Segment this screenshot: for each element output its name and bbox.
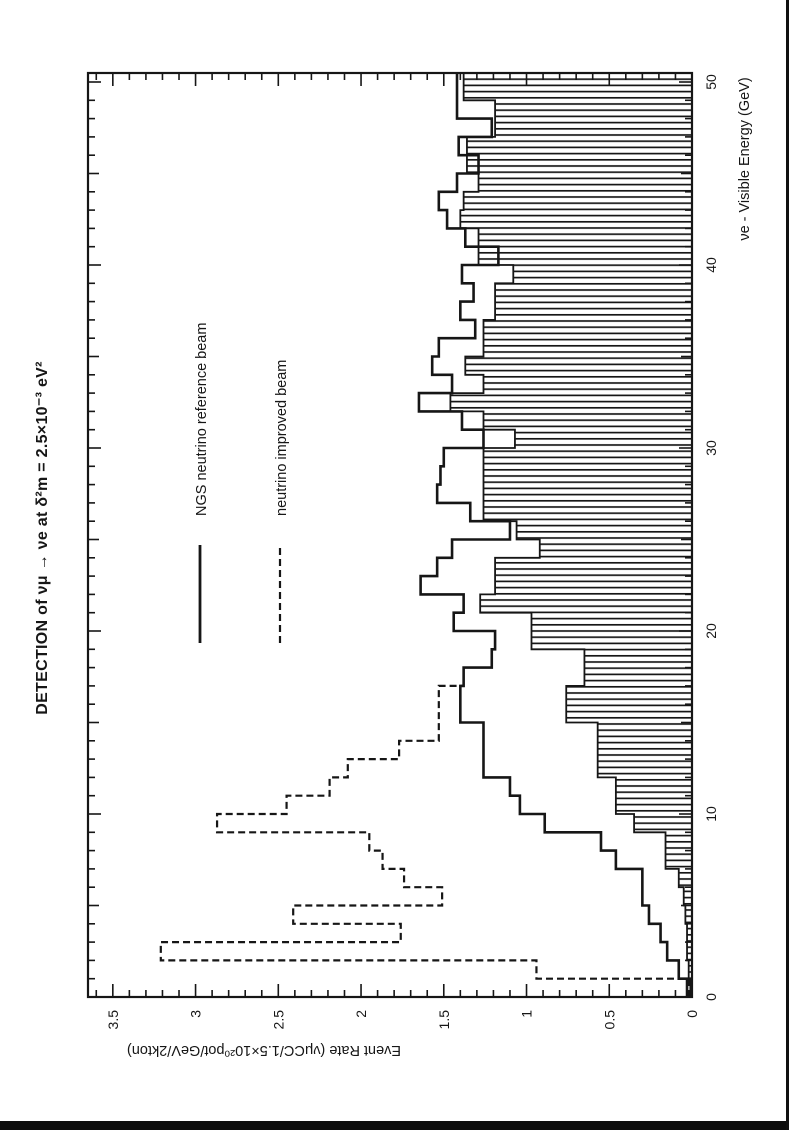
hatched-histogram-path xyxy=(450,73,692,997)
y-tick-label-2p5: 2.5 xyxy=(270,1010,287,1030)
y-tick-label-3p5: 3.5 xyxy=(104,1010,121,1030)
legend-label-improved-beam: neutrino improved beam xyxy=(274,359,290,516)
legend-label-reference-beam: NGS neutrino reference beam xyxy=(194,322,210,516)
scan-artifact-bottom-bar xyxy=(0,1121,789,1130)
chart-title: DETECTION of νμ → νe at δ²m = 2.5×10⁻³ eV² xyxy=(34,361,51,715)
y-tick-label-3: 3 xyxy=(187,1010,204,1018)
x-axis-label: νe - Visible Energy (GeV) xyxy=(737,77,753,241)
x-tick-label-0: 0 xyxy=(703,993,719,1001)
x-tick-label-20: 20 xyxy=(703,623,719,639)
y-tick-label-1: 1 xyxy=(518,1010,535,1018)
y-tick-label-0p5: 0.5 xyxy=(601,1010,618,1030)
y-tick-label-1p5: 1.5 xyxy=(435,1010,452,1030)
x-tick-label-30: 30 xyxy=(703,440,719,456)
x-tick-label-40: 40 xyxy=(703,257,719,273)
x-tick-label-10: 10 xyxy=(703,806,719,822)
x-tick-label-50: 50 xyxy=(703,74,719,90)
y-tick-label-2: 2 xyxy=(353,1010,370,1018)
y-tick-label-0: 0 xyxy=(684,1010,700,1018)
y-axis-label: Event Rate (νμCC/1.5×10²⁰pot/GeV/2kton) xyxy=(126,1042,402,1058)
legend xyxy=(194,323,290,643)
